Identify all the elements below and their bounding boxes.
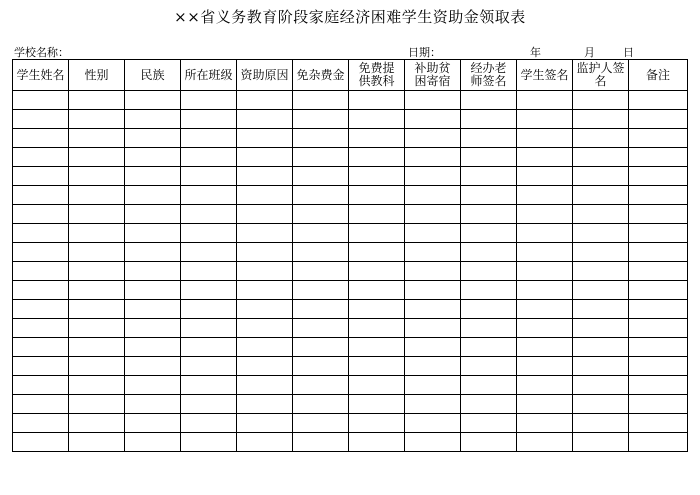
table-cell[interactable] [13, 148, 69, 167]
table-cell[interactable] [573, 338, 629, 357]
table-cell[interactable] [349, 376, 405, 395]
table-cell[interactable] [349, 319, 405, 338]
table-cell[interactable] [237, 129, 293, 148]
table-cell[interactable] [461, 300, 517, 319]
table-cell[interactable] [293, 186, 349, 205]
table-cell[interactable] [125, 433, 181, 452]
date-label: 日期： [408, 46, 441, 59]
table-cell[interactable] [237, 91, 293, 110]
table-cell[interactable] [461, 395, 517, 414]
table-cell[interactable] [573, 395, 629, 414]
table-cell[interactable] [125, 338, 181, 357]
table-cell[interactable] [181, 357, 237, 376]
table-cell[interactable] [629, 224, 688, 243]
table-cell[interactable] [405, 148, 461, 167]
table-cell[interactable] [125, 281, 181, 300]
year-label: 年 [530, 46, 541, 59]
table-cell[interactable] [573, 300, 629, 319]
col-header-student-name: 学生姓名 [13, 60, 69, 91]
table-cell[interactable] [461, 357, 517, 376]
table-cell[interactable] [237, 148, 293, 167]
table-cell[interactable] [405, 110, 461, 129]
table-cell[interactable] [461, 262, 517, 281]
table-cell[interactable] [629, 357, 688, 376]
table-cell[interactable] [629, 433, 688, 452]
table-cell[interactable] [125, 357, 181, 376]
table-cell[interactable] [181, 186, 237, 205]
table-cell[interactable] [13, 319, 69, 338]
table-cell[interactable] [461, 338, 517, 357]
table-cell[interactable] [349, 338, 405, 357]
table-cell[interactable] [293, 205, 349, 224]
table-cell[interactable] [573, 205, 629, 224]
table-cell[interactable] [573, 319, 629, 338]
table-cell[interactable] [629, 148, 688, 167]
col-header-class: 所在班级 [181, 60, 237, 91]
table-cell[interactable] [13, 243, 69, 262]
table-cell[interactable] [293, 243, 349, 262]
table-cell[interactable] [13, 110, 69, 129]
table-cell[interactable] [181, 281, 237, 300]
table-cell[interactable] [69, 281, 125, 300]
table-cell[interactable] [237, 414, 293, 433]
table-cell[interactable] [349, 167, 405, 186]
table-cell[interactable] [125, 205, 181, 224]
col-header-subsidy-reason: 资助原因 [237, 60, 293, 91]
table-cell[interactable] [629, 167, 688, 186]
table-row [13, 91, 688, 110]
col-header-student-signature: 学生签名 [517, 60, 573, 91]
table-cell[interactable] [237, 395, 293, 414]
table-cell[interactable] [517, 357, 573, 376]
table-cell[interactable] [461, 224, 517, 243]
table-cell[interactable] [69, 300, 125, 319]
table-cell[interactable] [293, 129, 349, 148]
table-cell[interactable] [69, 167, 125, 186]
table-cell[interactable] [237, 300, 293, 319]
table-cell[interactable] [125, 414, 181, 433]
table-cell[interactable] [405, 262, 461, 281]
table-cell[interactable] [461, 91, 517, 110]
table-cell[interactable] [69, 243, 125, 262]
table-cell[interactable] [517, 186, 573, 205]
table-cell[interactable] [405, 357, 461, 376]
table-cell[interactable] [517, 376, 573, 395]
table-cell[interactable] [349, 357, 405, 376]
table-cell[interactable] [573, 224, 629, 243]
table-cell[interactable] [461, 129, 517, 148]
table-row [13, 205, 688, 224]
table-cell[interactable] [13, 338, 69, 357]
table-cell[interactable] [517, 262, 573, 281]
table-cell[interactable] [13, 129, 69, 148]
table-row [13, 148, 688, 167]
table-cell[interactable] [13, 433, 69, 452]
table-cell[interactable] [293, 281, 349, 300]
table-row [13, 129, 688, 148]
table-cell[interactable] [237, 376, 293, 395]
table-cell[interactable] [125, 186, 181, 205]
table-cell[interactable] [517, 414, 573, 433]
table-cell[interactable] [237, 433, 293, 452]
table-cell[interactable] [69, 414, 125, 433]
table-cell[interactable] [573, 357, 629, 376]
table-cell[interactable] [573, 110, 629, 129]
table-cell[interactable] [69, 357, 125, 376]
table-row [13, 224, 688, 243]
table-cell[interactable] [573, 148, 629, 167]
table-cell[interactable] [13, 300, 69, 319]
table-cell[interactable] [461, 167, 517, 186]
month-label: 月 [584, 46, 595, 59]
table-cell[interactable] [461, 205, 517, 224]
table-cell[interactable] [573, 262, 629, 281]
table-row [13, 376, 688, 395]
table-cell[interactable] [237, 319, 293, 338]
table-cell[interactable] [125, 148, 181, 167]
table-cell[interactable] [125, 395, 181, 414]
table-cell[interactable] [405, 433, 461, 452]
table-row [13, 243, 688, 262]
table-cell[interactable] [237, 281, 293, 300]
table-cell[interactable] [517, 129, 573, 148]
col-header-remarks: 备注 [629, 60, 688, 91]
table-cell[interactable] [573, 281, 629, 300]
table-cell[interactable] [461, 281, 517, 300]
table-cell[interactable] [181, 319, 237, 338]
table-cell[interactable] [573, 414, 629, 433]
table-cell[interactable] [405, 300, 461, 319]
table-row [13, 338, 688, 357]
table-cell[interactable] [293, 338, 349, 357]
table-cell[interactable] [181, 243, 237, 262]
table-cell[interactable] [181, 224, 237, 243]
table-cell[interactable] [573, 91, 629, 110]
table-cell[interactable] [573, 129, 629, 148]
table-cell[interactable] [125, 167, 181, 186]
table-cell[interactable] [69, 319, 125, 338]
table-cell[interactable] [349, 91, 405, 110]
table-cell[interactable] [69, 91, 125, 110]
table-cell[interactable] [349, 243, 405, 262]
table-row [13, 414, 688, 433]
table-cell[interactable] [13, 167, 69, 186]
table-cell[interactable] [69, 395, 125, 414]
table-cell[interactable] [293, 357, 349, 376]
table-cell[interactable] [13, 414, 69, 433]
table-cell[interactable] [629, 110, 688, 129]
table-cell[interactable] [573, 243, 629, 262]
table-cell[interactable] [125, 319, 181, 338]
table-cell[interactable] [573, 186, 629, 205]
table-cell[interactable] [349, 262, 405, 281]
table-cell[interactable] [461, 243, 517, 262]
table-cell[interactable] [69, 338, 125, 357]
table-cell[interactable] [237, 167, 293, 186]
table-cell[interactable] [629, 129, 688, 148]
table-cell[interactable] [181, 300, 237, 319]
table-cell[interactable] [69, 148, 125, 167]
table-cell[interactable] [293, 148, 349, 167]
header-row [13, 60, 688, 91]
table-cell[interactable] [517, 224, 573, 243]
col-header-teacher-signature: 经办老师签名 [461, 60, 517, 91]
table-cell[interactable] [461, 319, 517, 338]
table-cell[interactable] [125, 262, 181, 281]
table-cell[interactable] [237, 110, 293, 129]
table-cell[interactable] [13, 91, 69, 110]
subsidy-table [12, 59, 688, 452]
table-cell[interactable] [349, 224, 405, 243]
table-cell[interactable] [13, 357, 69, 376]
table-cell[interactable] [69, 376, 125, 395]
table-cell[interactable] [125, 376, 181, 395]
table-cell[interactable] [181, 167, 237, 186]
table-row [13, 110, 688, 129]
table-cell[interactable] [629, 262, 688, 281]
table-cell[interactable] [461, 186, 517, 205]
table-cell[interactable] [517, 91, 573, 110]
table-cell[interactable] [293, 395, 349, 414]
table-cell[interactable] [13, 281, 69, 300]
table-cell[interactable] [405, 205, 461, 224]
table-cell[interactable] [181, 110, 237, 129]
table-cell[interactable] [181, 262, 237, 281]
table-cell[interactable] [517, 243, 573, 262]
table-cell[interactable] [349, 186, 405, 205]
school-name-label: 学校名称： [14, 46, 69, 59]
table-cell[interactable] [517, 395, 573, 414]
table-cell[interactable] [181, 395, 237, 414]
table-cell[interactable] [293, 167, 349, 186]
table-cell[interactable] [13, 186, 69, 205]
table-cell[interactable] [13, 262, 69, 281]
table-cell[interactable] [405, 319, 461, 338]
table-cell[interactable] [69, 433, 125, 452]
table-cell[interactable] [517, 300, 573, 319]
table-cell[interactable] [573, 433, 629, 452]
table-cell[interactable] [629, 281, 688, 300]
table-cell[interactable] [69, 262, 125, 281]
table-row [13, 300, 688, 319]
table-cell[interactable] [573, 376, 629, 395]
table-cell[interactable] [349, 110, 405, 129]
table-cell[interactable] [181, 129, 237, 148]
table-cell[interactable] [237, 224, 293, 243]
table-cell[interactable] [181, 148, 237, 167]
table-cell[interactable] [405, 243, 461, 262]
table-cell[interactable] [125, 91, 181, 110]
table-cell[interactable] [13, 224, 69, 243]
table-cell[interactable] [461, 148, 517, 167]
table-body [13, 91, 688, 452]
table-cell[interactable] [293, 110, 349, 129]
table-cell[interactable] [573, 167, 629, 186]
table-cell[interactable] [629, 91, 688, 110]
table-cell[interactable] [69, 129, 125, 148]
table-cell[interactable] [517, 205, 573, 224]
table-cell[interactable] [349, 414, 405, 433]
table-cell[interactable] [629, 319, 688, 338]
table-cell[interactable] [405, 167, 461, 186]
col-header-boarding-subsidy: 补助贫困寄宿 [405, 60, 461, 91]
table-cell[interactable] [69, 224, 125, 243]
table-cell[interactable] [629, 376, 688, 395]
table-row [13, 167, 688, 186]
table-cell[interactable] [181, 414, 237, 433]
table-cell[interactable] [629, 300, 688, 319]
table-cell[interactable] [293, 414, 349, 433]
table-cell[interactable] [629, 414, 688, 433]
table-cell[interactable] [629, 186, 688, 205]
table-cell[interactable] [181, 376, 237, 395]
table-cell[interactable] [517, 148, 573, 167]
col-header-ethnicity: 民族 [125, 60, 181, 91]
table-cell[interactable] [517, 110, 573, 129]
table-cell[interactable] [517, 338, 573, 357]
table-cell[interactable] [125, 110, 181, 129]
table-cell[interactable] [405, 91, 461, 110]
table-cell[interactable] [405, 338, 461, 357]
table-cell[interactable] [629, 243, 688, 262]
table-cell[interactable] [405, 186, 461, 205]
table-cell[interactable] [405, 129, 461, 148]
table-cell[interactable] [293, 224, 349, 243]
table-cell[interactable] [125, 300, 181, 319]
table-cell[interactable] [405, 376, 461, 395]
table-cell[interactable] [13, 205, 69, 224]
table-cell[interactable] [461, 433, 517, 452]
day-label: 日 [623, 46, 634, 59]
table-row [13, 433, 688, 452]
table-cell[interactable] [349, 281, 405, 300]
col-header-guardian-signature: 监护人签名 [573, 60, 629, 91]
table-cell[interactable] [125, 243, 181, 262]
table-row [13, 319, 688, 338]
table-cell[interactable] [181, 91, 237, 110]
table-cell[interactable] [405, 414, 461, 433]
table-cell[interactable] [461, 110, 517, 129]
table-cell[interactable] [517, 433, 573, 452]
table-cell[interactable] [349, 129, 405, 148]
table-cell[interactable] [629, 395, 688, 414]
table-cell[interactable] [461, 414, 517, 433]
table-cell[interactable] [13, 395, 69, 414]
table-row [13, 357, 688, 376]
table-cell[interactable] [181, 338, 237, 357]
table-cell[interactable] [293, 319, 349, 338]
table-cell[interactable] [181, 205, 237, 224]
table-cell[interactable] [237, 205, 293, 224]
table-cell[interactable] [69, 186, 125, 205]
table-cell[interactable] [517, 167, 573, 186]
table-cell[interactable] [237, 338, 293, 357]
table-cell[interactable] [69, 205, 125, 224]
col-header-fee-exemption: 免杂费金 [293, 60, 349, 91]
table-cell[interactable] [237, 357, 293, 376]
table-cell[interactable] [349, 395, 405, 414]
table-cell[interactable] [349, 148, 405, 167]
form-title: ××省义务教育阶段家庭经济困难学生资助金领取表 [174, 8, 526, 26]
table-cell[interactable] [405, 281, 461, 300]
table-cell[interactable] [349, 205, 405, 224]
table-cell[interactable] [293, 300, 349, 319]
table-cell[interactable] [293, 376, 349, 395]
table-cell[interactable] [293, 433, 349, 452]
table-row [13, 281, 688, 300]
table-row [13, 186, 688, 205]
table-cell[interactable] [237, 243, 293, 262]
table-cell[interactable] [461, 376, 517, 395]
table-cell[interactable] [405, 395, 461, 414]
table-cell[interactable] [349, 433, 405, 452]
table-cell[interactable] [293, 262, 349, 281]
table-cell[interactable] [517, 281, 573, 300]
table-cell[interactable] [237, 262, 293, 281]
table-cell[interactable] [517, 319, 573, 338]
table-cell[interactable] [349, 300, 405, 319]
table-cell[interactable] [293, 91, 349, 110]
col-header-free-textbooks: 免费提供教科 [349, 60, 405, 91]
table-row [13, 262, 688, 281]
table-cell[interactable] [629, 338, 688, 357]
table-cell[interactable] [405, 224, 461, 243]
col-header-gender: 性别 [69, 60, 125, 91]
table-cell[interactable] [629, 205, 688, 224]
table-cell[interactable] [69, 110, 125, 129]
table-row [13, 395, 688, 414]
table-cell[interactable] [181, 433, 237, 452]
table-cell[interactable] [125, 224, 181, 243]
table-cell[interactable] [13, 376, 69, 395]
table-cell[interactable] [125, 129, 181, 148]
table-cell[interactable] [237, 186, 293, 205]
